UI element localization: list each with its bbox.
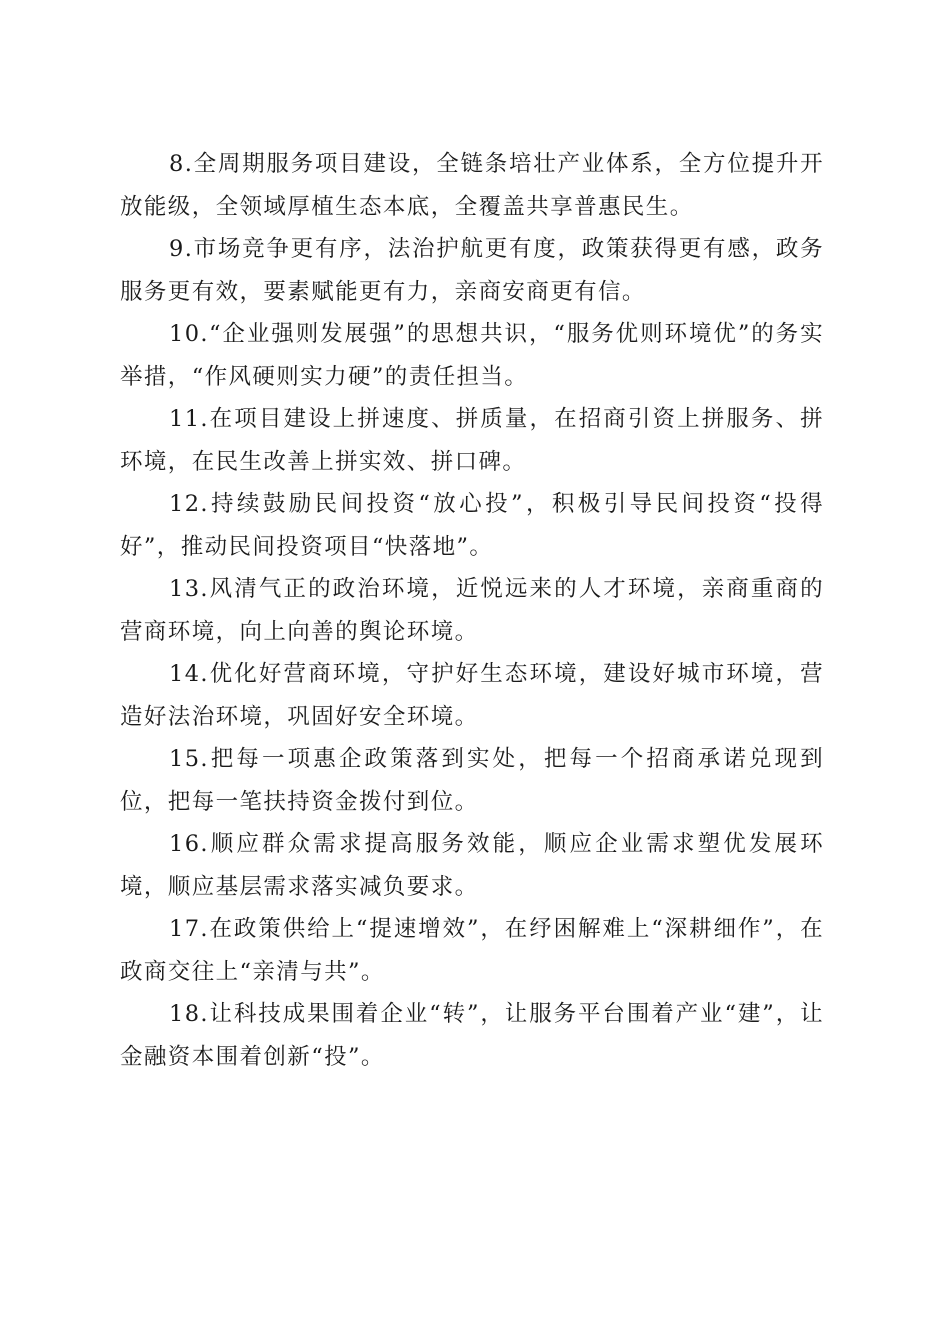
paragraph-16: 16.顺应群众需求提高服务效能，顺应企业需求塑优发展环境，顺应基层需求落实减负要求。 xyxy=(120,831,824,900)
paragraph-17: 17.在政策供给上“提速增效”，在纾困解难上“深耕细作”，在政商交往上“亲清与共”。 xyxy=(120,916,824,985)
paragraph-13: 13.风清气正的政治环境，近悦远来的人才环境，亲商重商的营商环境，向上向善的舆论环境。 xyxy=(120,576,824,645)
paragraph-18: 18.让科技成果围着企业“转”，让服务平台围着产业“建”，让金融资本围着创新“投”。 xyxy=(120,1001,824,1070)
paragraph-14: 14.优化好营商环境，守护好生态环境，建设好城市环境，营造好法治环境，巩固好安全环境。 xyxy=(120,661,824,730)
paragraph-9: 9.市场竞争更有序，法治护航更有度，政策获得更有感，政务服务更有效，要素赋能更有力，亲商安商更有信。 xyxy=(120,236,824,305)
paragraph-11: 11.在项目建设上拼速度、拼质量，在招商引资上拼服务、拼环境，在民生改善上拼实效、拼口碑。 xyxy=(120,406,824,475)
paragraph-12: 12.持续鼓励民间投资“放心投”，积极引导民间投资“投得好”，推动民间投资项目“快落地”。 xyxy=(120,491,824,560)
paragraph-8: 8.全周期服务项目建设，全链条培壮产业体系，全方位提升开放能级，全领域厚植生态本底，全覆盖共享普惠民生。 xyxy=(120,151,824,220)
paragraph-15: 15.把每一项惠企政策落到实处，把每一个招商承诺兑现到位，把每一笔扶持资金拨付到位。 xyxy=(120,746,824,815)
paragraph-10: 10.“企业强则发展强”的思想共识，“服务优则环境优”的务实举措，“作风硬则实力硬”的责任担当。 xyxy=(120,321,824,390)
document-body xyxy=(120,143,824,1078)
